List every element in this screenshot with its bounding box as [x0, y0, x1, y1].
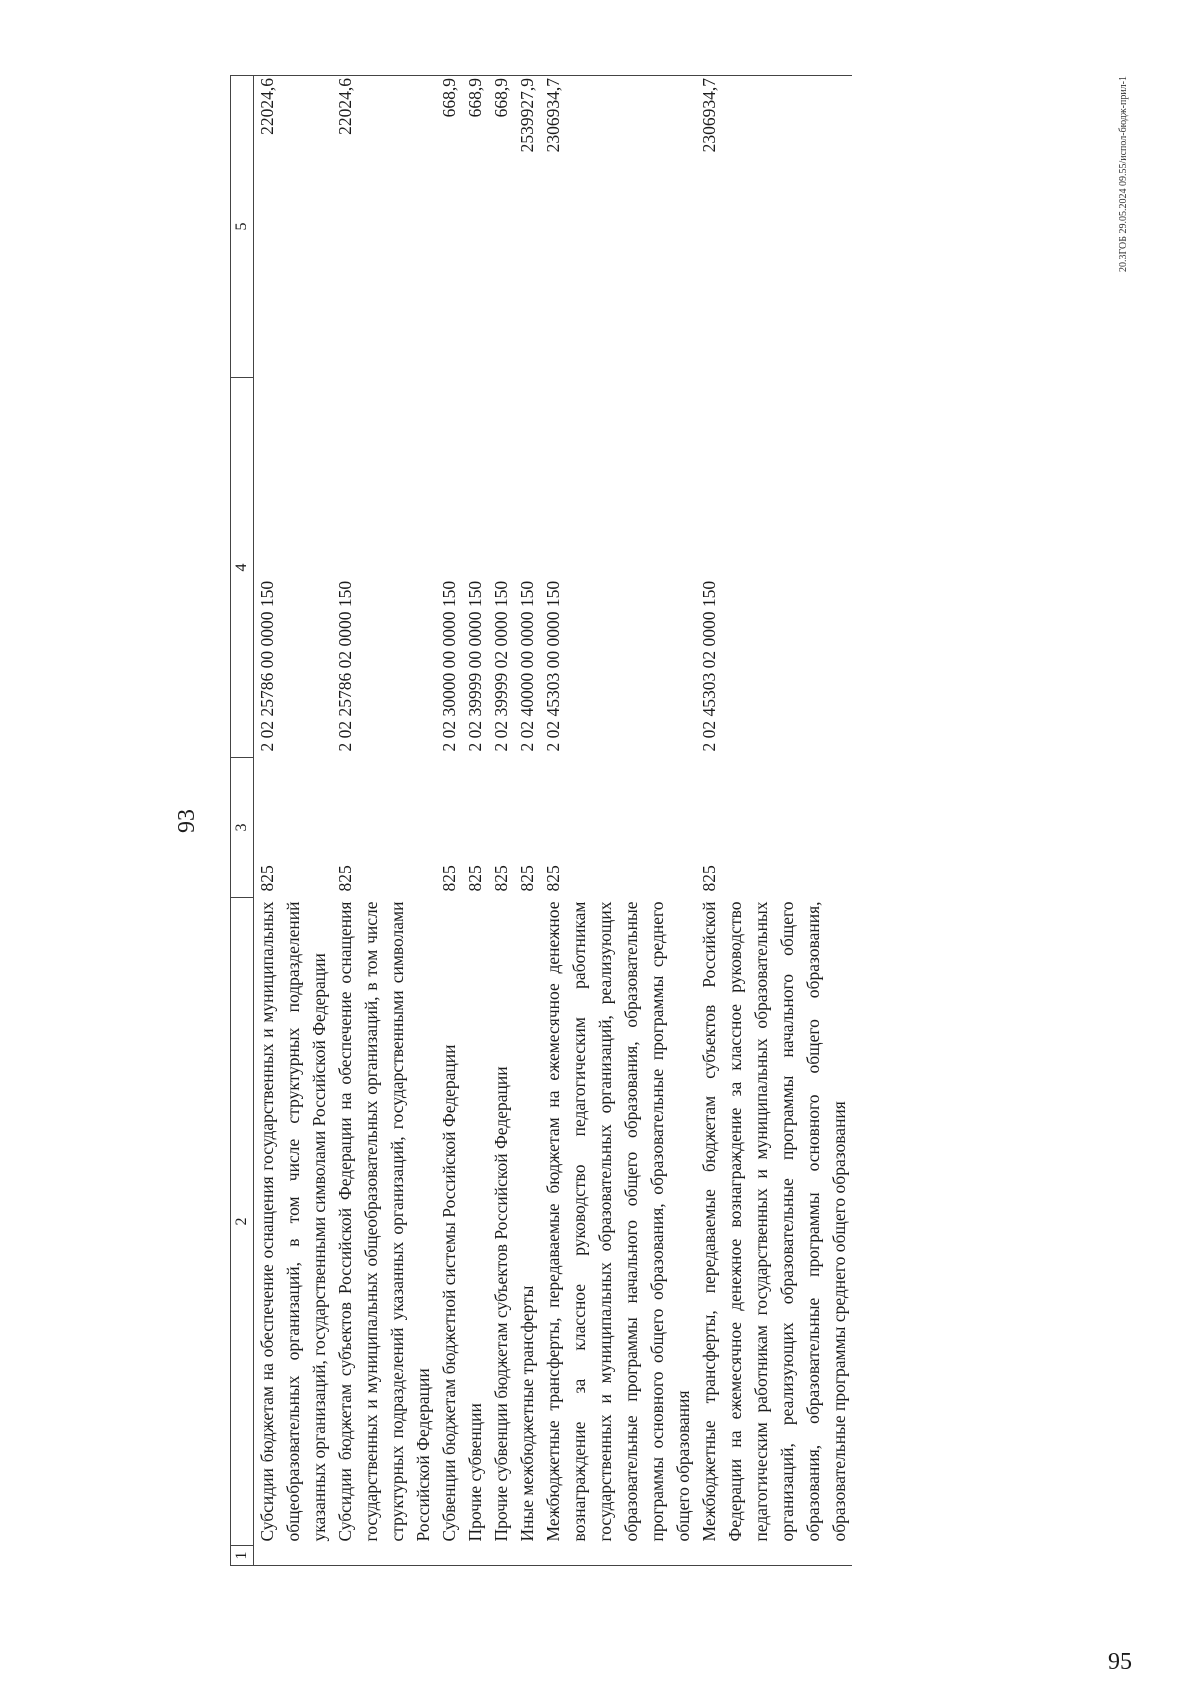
- cell-amount: 2306934,7: [696, 76, 852, 378]
- header-col-1: 1: [231, 1546, 254, 1566]
- table-row: [332, 76, 436, 1566]
- cell-name: Прочие субвенции: [465, 1403, 485, 1542]
- cell-amount: 668,9: [462, 76, 488, 378]
- cell-col1: [540, 1546, 696, 1566]
- cell-admin: 825: [699, 865, 719, 892]
- cell-admin: 825: [543, 865, 563, 892]
- cell-name: Межбюджетные трансферты, передаваемые бюджетам на ежемесячное денежное вознаграждение за классное руководство педагогическим работникам государственных и муниципальных образовательных организаций, реализующих образовательные программы начального общего образования, образовательные программы основного общего образования, образовательные программы среднего общего образования: [543, 901, 693, 1542]
- cell-col1: [696, 1546, 852, 1566]
- cell-col1: [462, 1546, 488, 1566]
- cell-code: 2 02 30000 00 0000 150: [439, 580, 459, 752]
- cell-name: Иные межбюджетные трансферты: [517, 1285, 537, 1542]
- budget-table: [230, 75, 852, 1566]
- cell-amount: 22024,6: [254, 76, 333, 378]
- header-col-3: 3: [231, 758, 254, 898]
- cell-admin: 825: [465, 865, 485, 892]
- header-col-4: 4: [231, 378, 254, 758]
- cell-admin: 825: [439, 865, 459, 892]
- cell-amount: 22024,6: [332, 76, 436, 378]
- page-number-bottom: 95: [1108, 1649, 1132, 1675]
- cell-admin: 825: [491, 865, 511, 892]
- cell-admin: 825: [335, 865, 355, 892]
- cell-name: Прочие субвенции бюджетам субъектов Российской Федерации: [491, 1066, 511, 1542]
- table-row: [462, 76, 488, 1566]
- cell-code: 2 02 25786 00 0000 150: [257, 580, 277, 752]
- cell-name: Субсидии бюджетам на обеспечение оснащения государственных и муниципальных общеобразовательных организаций, в том числе структурных подразделений указанных организаций, государственными символами Российской Федерации: [257, 901, 329, 1542]
- cell-name: Субсидии бюджетам субъектов Российской Федерации на обеспечение оснащения государственных и муниципальных общеобразовательных организаций, в том числе структурных подразделений указанных организаций, государственными символами Российской Федерации: [335, 901, 433, 1542]
- header-col-5: 5: [231, 76, 254, 378]
- table-header-row: [231, 76, 254, 1566]
- table-row: [696, 76, 852, 1566]
- cell-code: 2 02 39999 02 0000 150: [491, 580, 511, 752]
- cell-amount: 2306934,7: [540, 76, 696, 378]
- cell-amount: 2539927,9: [514, 76, 540, 378]
- cell-code: 2 02 40000 00 0000 150: [517, 580, 537, 752]
- cell-amount: 668,9: [436, 76, 462, 378]
- table-row: [514, 76, 540, 1566]
- page-number-top: 93: [174, 809, 200, 833]
- table-row: [488, 76, 514, 1566]
- cell-col1: [332, 1546, 436, 1566]
- cell-col1: [254, 1546, 333, 1566]
- cell-name: Межбюджетные трансферты, передаваемые бюджетам субъектов Российской Федерации на ежемесячное денежное вознаграждение за классное руководство педагогическим работникам государственных и муниципальных образовательных организаций, реализующих образовательные программы начального общего образования, образовательные программы основного общего образования, образовательные программы среднего общего образования: [699, 901, 849, 1542]
- cell-code: 2 02 45303 02 0000 150: [699, 580, 719, 752]
- cell-code: 2 02 25786 02 0000 150: [335, 580, 355, 752]
- cell-col1: [514, 1546, 540, 1566]
- cell-col1: [488, 1546, 514, 1566]
- cell-admin: 825: [517, 865, 537, 892]
- table-row: [540, 76, 696, 1566]
- cell-col1: [436, 1546, 462, 1566]
- header-col-2: 2: [231, 898, 254, 1546]
- table-row: [254, 76, 333, 1566]
- footer-document-code: 20.3ГОБ 29.05.2024 09.55/испол-бюдж-прил-1: [1118, 76, 1129, 273]
- cell-name: Субвенции бюджетам бюджетной системы Российской Федерации: [439, 1044, 459, 1542]
- cell-admin: 825: [257, 865, 277, 892]
- cell-amount: 668,9: [488, 76, 514, 378]
- table-row: [436, 76, 462, 1566]
- cell-code: 2 02 45303 00 0000 150: [543, 580, 563, 752]
- cell-code: 2 02 39999 00 0000 150: [465, 580, 485, 752]
- rotated-page: [170, 76, 1130, 1566]
